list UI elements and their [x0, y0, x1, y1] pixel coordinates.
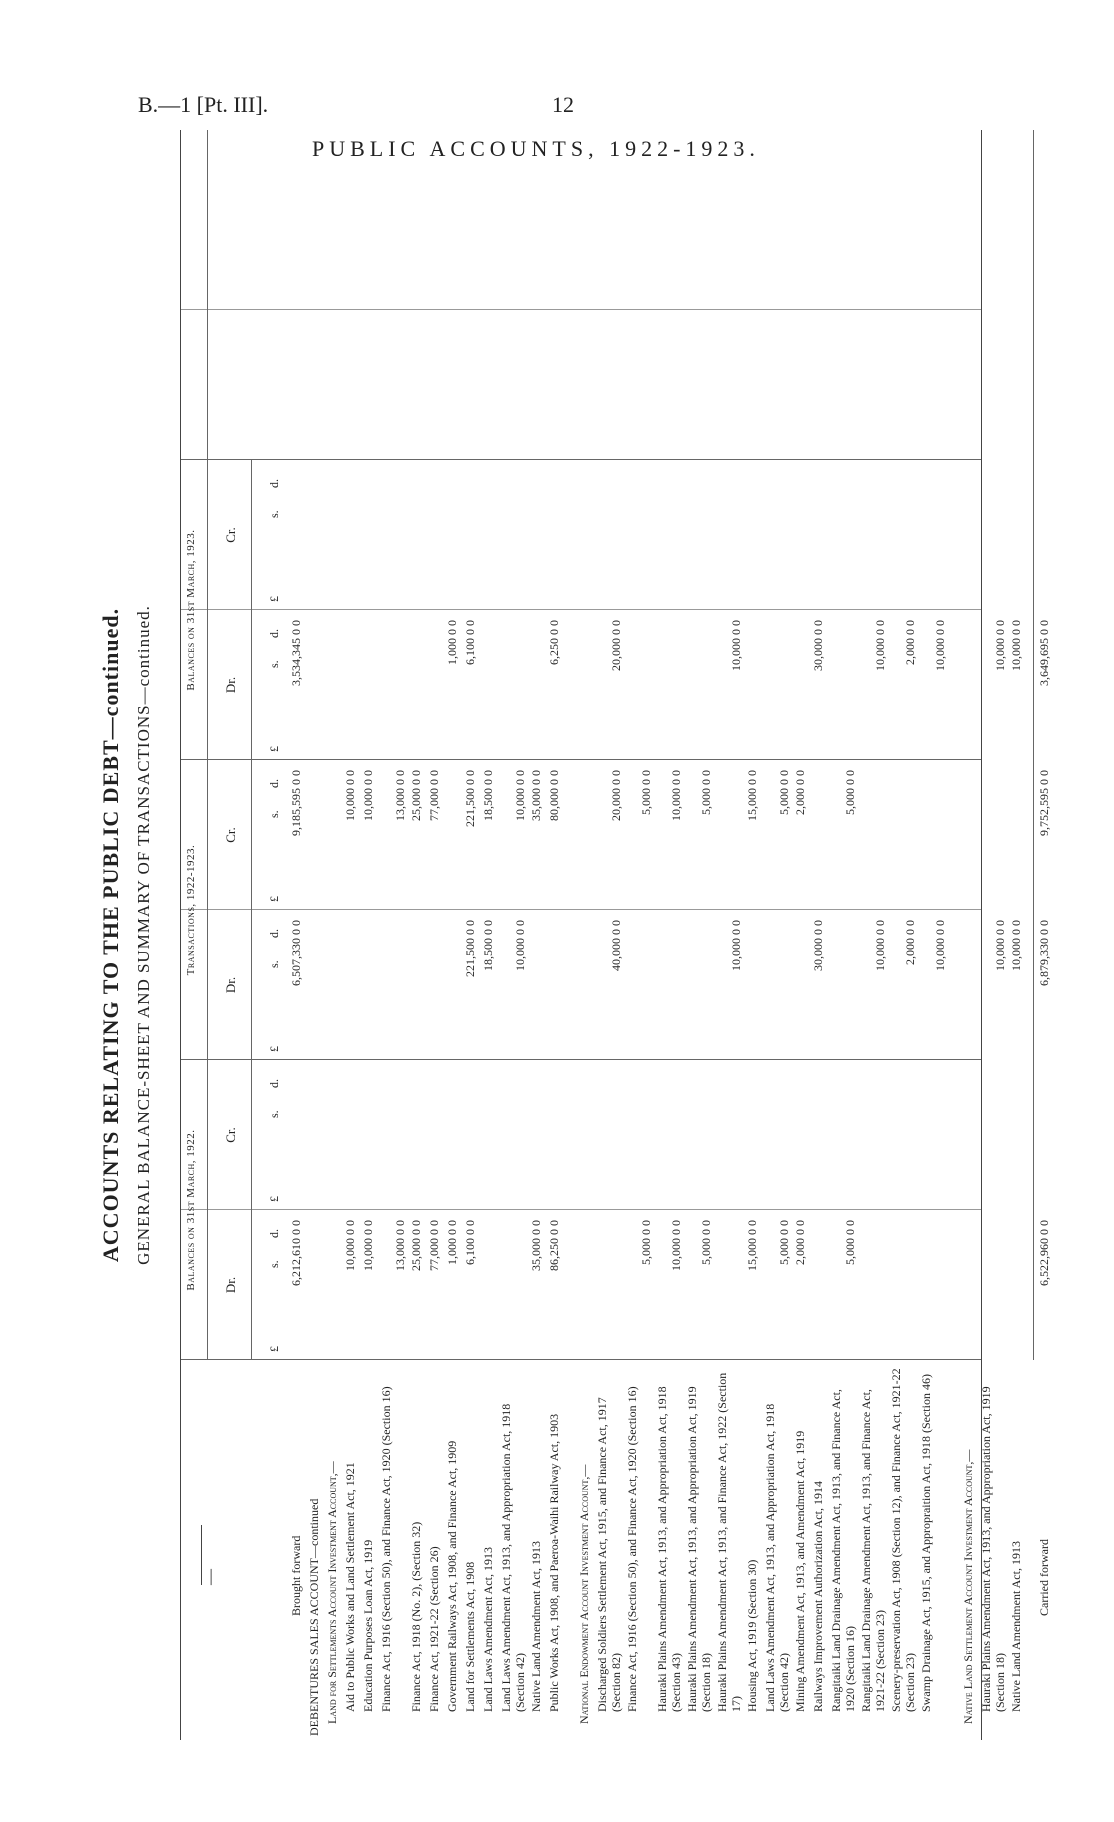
total-rule: [1033, 130, 1034, 1360]
amount-tdr: 10,000 0 0: [933, 920, 947, 971]
amount-b22dr: 77,000 0 0: [427, 1220, 441, 1271]
amount-b22dr: 13,000 0 0: [393, 1220, 407, 1271]
table-row: [529, 130, 547, 1740]
table-row: [325, 130, 343, 1740]
amount-tdr: 40,000 0 0: [609, 920, 623, 971]
unit-label: £: [267, 1196, 281, 1202]
row-label: Finance Act, 1916 (Section 50), and Finance Act, 1920 (Section 16): [625, 1386, 639, 1712]
amount-tcr: 35,000 0 0: [529, 770, 543, 821]
table-row: [289, 130, 307, 1740]
amount-b23dr: 20,000 0 0: [609, 620, 623, 671]
row-label: Hauraki Plains Amendment Act, 1913, and Appropriation Act, 1919 (Section 18): [685, 1386, 713, 1712]
amount-b22dr: 5,000 0 0: [639, 1220, 653, 1265]
row-label: Land for Settlements Act, 1908: [463, 1561, 477, 1712]
unit-label: s.: [267, 1110, 281, 1118]
header-balances-1922: Balances on 31st March, 1922.: [185, 1129, 197, 1291]
amount-b23dr: 10,000 0 0: [933, 620, 947, 671]
amount-b22dr: 2,000 0 0: [793, 1220, 807, 1265]
unit-label: £: [267, 746, 281, 752]
table-row: [811, 130, 829, 1740]
amount-tcr: 20,000 0 0: [609, 770, 623, 821]
row-label: Rangitaiki Land Drainage Amendment Act, 1913, and Finance Act, 1920 (Section 16): [829, 1389, 857, 1712]
amount-b23dr: 6,100 0 0: [463, 620, 477, 665]
unit-label: s.: [267, 810, 281, 818]
table-row: [961, 130, 979, 1740]
row-label: Finance Act, 1918 (No. 2), (Section 32): [409, 1521, 423, 1712]
amount-b23dr: 6,250 0 0: [547, 620, 561, 665]
table-row: [481, 130, 499, 1740]
table-row: [655, 130, 683, 1740]
unit-label: s.: [267, 960, 281, 968]
col-dr-trans: Dr.: [223, 976, 238, 994]
amount-tcr: 2,000 0 0: [793, 770, 807, 815]
amount-b22dr: 5,000 0 0: [699, 1220, 713, 1265]
table-row: [445, 130, 463, 1740]
amount-tdr: 30,000 0 0: [811, 920, 825, 971]
running-title: PUBLIC ACCOUNTS, 1922-1923.: [312, 136, 760, 161]
row-label: Brought forward: [289, 1535, 303, 1616]
amount-tdr: 10,000 0 0: [729, 920, 743, 971]
amount-tdr: 2,000 0 0: [903, 920, 917, 965]
amount-tdr: 221,500 0 0: [463, 920, 477, 977]
table-row: [829, 130, 857, 1740]
table-row: [343, 130, 361, 1740]
amount-b23dr: 2,000 0 0: [903, 620, 917, 665]
amount-tdr: 18,500 0 0: [481, 920, 495, 971]
amount-tcr: 13,000 0 0: [393, 770, 407, 821]
table-row: [427, 130, 445, 1740]
row-label: Swamp Drainage Act, 1915, and Appropraition Act, 1918 (Section 46): [919, 1374, 933, 1712]
amount-tcr: 10,000 0 0: [343, 770, 357, 821]
unit-label: £: [267, 1046, 281, 1052]
row-label: Mining Amendment Act, 1913, and Amendment Act, 1919: [793, 1430, 807, 1712]
row-label: National Endowment Account Investment Account,—: [577, 1464, 591, 1724]
table-row: [1009, 130, 1027, 1740]
table-row: [685, 130, 713, 1740]
unit-label: £: [267, 596, 281, 602]
sub-title: GENERAL BALANCE-SHEET AND SUMMARY OF TRANSACTIONS—continued.: [134, 605, 153, 1265]
amount-b22dr: 25,000 0 0: [409, 1220, 423, 1271]
amount-b23dr: 3,649,695 0 0: [1037, 620, 1051, 686]
amount-b22dr: 15,000 0 0: [745, 1220, 759, 1271]
table-row: [763, 130, 791, 1740]
col-cr-1922: Cr.: [223, 1127, 238, 1143]
row-label: Hauraki Plains Amendment Act, 1913, and Appropriation Act, 1919 (Section 18): [979, 1386, 1007, 1712]
balance-sheet-table: [180, 130, 1051, 1740]
amount-b23dr: 1,000 0 0: [445, 620, 459, 665]
amount-b23dr: 10,000 0 0: [873, 620, 887, 671]
amount-tcr: 10,000 0 0: [361, 770, 375, 821]
col-dr-1922: Dr.: [223, 1276, 238, 1294]
amount-tcr: 18,500 0 0: [481, 770, 495, 821]
amount-b22dr: 10,000 0 0: [669, 1220, 683, 1271]
amount-tcr: 5,000 0 0: [843, 770, 857, 815]
amount-b22dr: 35,000 0 0: [529, 1220, 543, 1271]
amount-tcr: 10,000 0 0: [513, 770, 527, 821]
row-label: Aid to Public Works and Land Settlement Act, 1921: [343, 1462, 357, 1712]
amount-tcr: 9,185,595 0 0: [289, 770, 303, 836]
col-cr-1923: Cr.: [223, 527, 238, 543]
table-row: [979, 130, 1007, 1740]
row-label: Hauraki Plains Amendment Act, 1913, and Finance Act, 1922 (Section 17): [715, 1372, 743, 1712]
row-label: Government Railways Act, 1908, and Finance Act, 1909: [445, 1440, 459, 1712]
amount-b23dr: 10,000 0 0: [1009, 620, 1023, 671]
description-header-dash: —: [201, 1525, 220, 1585]
header-balances-1923: Balances on 31st March, 1923.: [185, 529, 197, 691]
table-row: [577, 130, 595, 1740]
table-row: [409, 130, 427, 1740]
amount-tcr: 15,000 0 0: [745, 770, 759, 821]
unit-label: d.: [267, 1229, 281, 1238]
row-label: DEBENTURES SALES ACCOUNT—continued: [307, 1498, 321, 1736]
main-title: ACCOUNTS RELATING TO THE PUBLIC DEBT—continued.: [98, 607, 123, 1263]
table-row: [595, 130, 623, 1740]
amount-b22dr: 86,250 0 0: [547, 1220, 561, 1271]
row-label: Finance Act, 1921-22 (Section 26): [427, 1546, 441, 1712]
page-number: 12: [552, 92, 574, 117]
unit-label: d.: [267, 1079, 281, 1088]
amount-b22dr: 6,212,610 0 0: [289, 1220, 303, 1286]
amount-tcr: 77,000 0 0: [427, 770, 441, 821]
unit-label: s.: [267, 510, 281, 518]
page-reference: B.—1 [Pt. III].: [138, 92, 269, 117]
amount-b23dr: 30,000 0 0: [811, 620, 825, 671]
unit-label: s.: [267, 660, 281, 668]
table-row: [463, 130, 481, 1740]
rotated-table-page: [90, 115, 1051, 1755]
amount-b22dr: 10,000 0 0: [361, 1220, 375, 1271]
row-label: Hauraki Plains Amendment Act, 1913, and Appropriation Act, 1918 (Section 43): [655, 1386, 683, 1712]
table-row: [889, 130, 917, 1740]
table-row: [715, 130, 743, 1740]
row-label: Railways Improvement Authorization Act, 1914: [811, 1481, 825, 1712]
row-label: Land Laws Amendment Act, 1913, and Appropriation Act, 1918 (Section 42): [499, 1403, 527, 1712]
table-row: [625, 130, 653, 1740]
amount-tcr: 5,000 0 0: [639, 770, 653, 815]
row-label: Carried forward: [1037, 1539, 1051, 1616]
amount-tcr: 9,752,595 0 0: [1037, 770, 1051, 836]
row-label: Native Land Settlement Account Investment Account,—: [961, 1449, 975, 1724]
table-row: [547, 130, 565, 1740]
unit-label: d.: [267, 929, 281, 938]
amount-tdr: 10,000 0 0: [873, 920, 887, 971]
amount-tdr: 6,879,330 0 0: [1037, 920, 1051, 986]
row-label: Rangitaiki Land Drainage Amendment Act, 1913, and Finance Act, 1921-22 (Section 23): [859, 1389, 887, 1712]
row-label: Scenery-preservation Act, 1908 (Section 12), and Finance Act, 1921-22 (Section 23): [889, 1368, 917, 1712]
amount-tcr: 10,000 0 0: [669, 770, 683, 821]
unit-label: £: [267, 896, 281, 902]
row-label: Education Purposes Loan Act, 1919: [361, 1539, 375, 1712]
amount-tdr: 10,000 0 0: [1009, 920, 1023, 971]
amount-b22dr: 5,000 0 0: [777, 1220, 791, 1265]
row-label: Land Laws Amendment Act, 1913: [481, 1547, 495, 1712]
amount-b23dr: 3,534,345 0 0: [289, 620, 303, 686]
unit-label: s.: [267, 1260, 281, 1268]
amount-tcr: 221,500 0 0: [463, 770, 477, 827]
amount-tdr: 10,000 0 0: [513, 920, 527, 971]
row-label: Land for Settlements Account Investment Account,—: [325, 1461, 339, 1724]
amount-b23dr: 10,000 0 0: [729, 620, 743, 671]
amount-b23dr: 10,000 0 0: [993, 620, 1007, 671]
row-label: Native Land Amendment Act, 1913: [1009, 1541, 1023, 1712]
row-label: Native Land Amendment Act, 1913: [529, 1541, 543, 1712]
amount-b22dr: 5,000 0 0: [843, 1220, 857, 1265]
amount-tcr: 5,000 0 0: [699, 770, 713, 815]
unit-label: d.: [267, 779, 281, 788]
amount-tcr: 25,000 0 0: [409, 770, 423, 821]
row-label: Land Laws Amendment Act, 1913, and Appropriation Act, 1918 (Section 42): [763, 1403, 791, 1712]
unit-label: d.: [267, 479, 281, 488]
table-row: [793, 130, 811, 1740]
amount-b22dr: 6,100 0 0: [463, 1220, 477, 1265]
table-row: [745, 130, 763, 1740]
row-label: Discharged Soldiers Settlement Act, 1915, and Finance Act, 1917 (Section 82): [595, 1397, 623, 1712]
table-row: [859, 130, 887, 1740]
unit-label: £: [267, 1346, 281, 1352]
col-cr-trans: Cr.: [223, 827, 238, 843]
amount-tdr: 10,000 0 0: [993, 920, 1007, 971]
unit-label: d.: [267, 629, 281, 638]
amount-b22dr: 6,522,960 0 0: [1037, 1220, 1051, 1286]
table-row: [361, 130, 379, 1740]
row-label: Housing Act, 1919 (Section 30): [745, 1559, 759, 1712]
amount-b22dr: 10,000 0 0: [343, 1220, 357, 1271]
amount-b22dr: 1,000 0 0: [445, 1220, 459, 1265]
amount-tcr: 5,000 0 0: [777, 770, 791, 815]
col-dr-1923: Dr.: [223, 676, 238, 694]
table-row: [307, 130, 325, 1740]
table-row: [379, 130, 407, 1740]
amount-tcr: 80,000 0 0: [547, 770, 561, 821]
table-row: [919, 130, 947, 1740]
amount-tdr: 6,507,330 0 0: [289, 920, 303, 986]
row-label: Public Works Act, 1908, and Paeroa-Waihi Railway Act, 1903: [547, 1413, 561, 1712]
table-row: [499, 130, 527, 1740]
row-label: Finance Act, 1916 (Section 50), and Finance Act, 1920 (Section 16): [379, 1386, 393, 1712]
table-row: [1037, 130, 1055, 1740]
header-transactions: Transactions, 1922-1923.: [185, 844, 197, 976]
